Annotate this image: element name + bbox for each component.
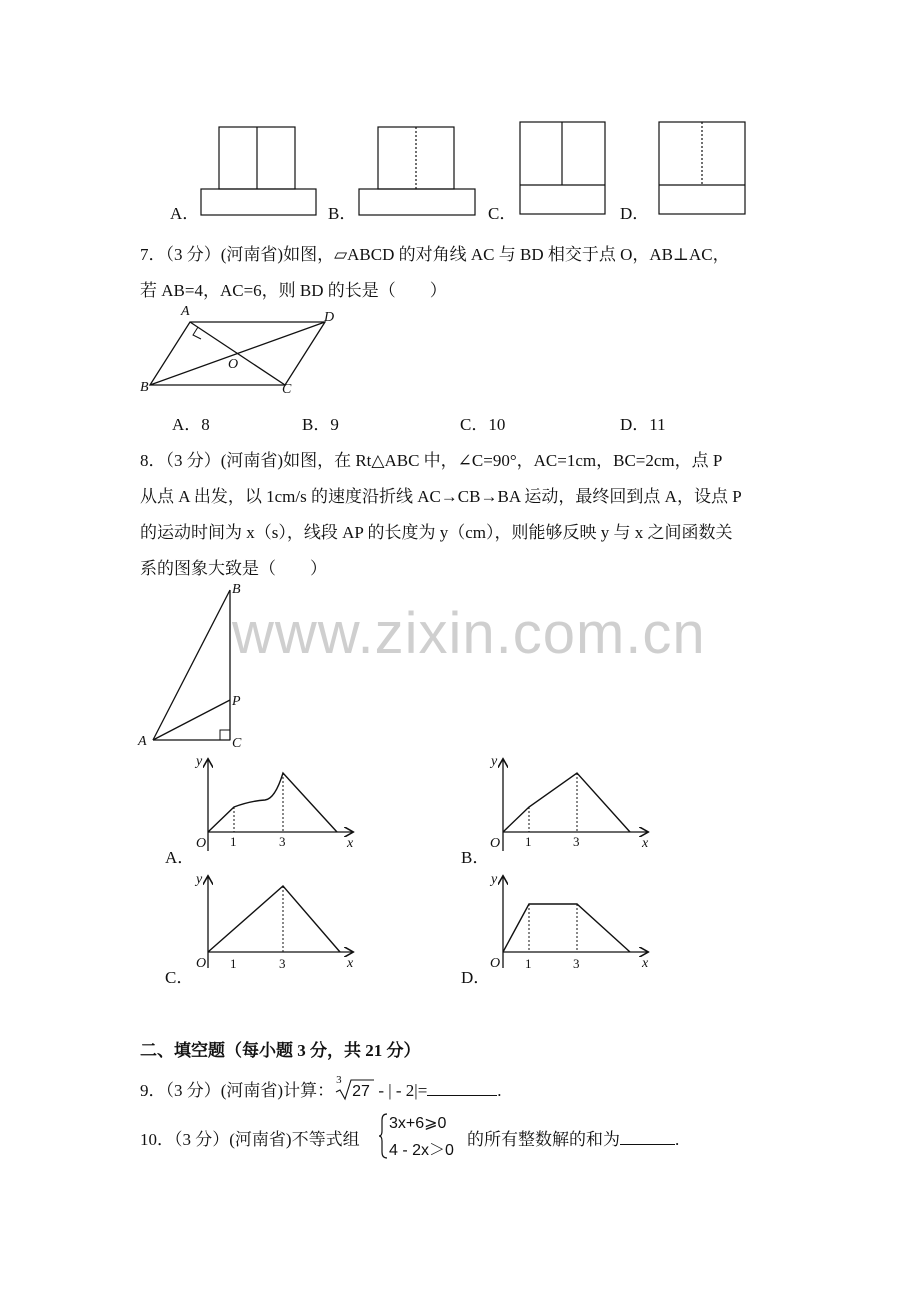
q8-graph-a <box>190 755 365 855</box>
q8-option-d[interactable]: D． <box>461 968 491 987</box>
q7-point-a: A <box>181 304 190 319</box>
graph-c-tick3: 3 <box>279 956 286 971</box>
left-brace-icon <box>379 1112 389 1160</box>
q8-point-a: A <box>138 734 147 749</box>
q7-option-b[interactable]: B．9 <box>302 415 339 434</box>
q6-option-a[interactable]: A． <box>170 204 200 223</box>
q6-figure-c <box>520 122 605 214</box>
q7-stem-line1: 7．（3 分）(河南省)如图，▱ABCD 的对角线 AC 与 BD 相交于点 O，AB⊥AC， <box>140 245 730 264</box>
q9-prefix: 9．（3 分）(河南省)计算： <box>140 1081 335 1100</box>
q6-option-d[interactable]: D． <box>620 204 650 223</box>
graph-d-x-label: x <box>642 956 649 971</box>
graph-b-y-label: y <box>491 754 498 769</box>
q10-inequality-1: 3x+6⩾0 <box>389 1115 447 1132</box>
graph-a-y-label: y <box>196 754 203 769</box>
q9-stem <box>140 1076 502 1101</box>
q8-stem-line2: 从点 A 出发，以 1cm/s 的速度沿折线 AC→CB→BA 运动，最终回到点 A，设点 P <box>140 487 742 506</box>
q7-point-c: C <box>282 382 292 397</box>
graph-a-origin: O <box>196 836 207 851</box>
q8-point-c: C <box>232 736 242 751</box>
q9-answer-blank[interactable] <box>427 1081 497 1096</box>
q7-option-d[interactable]: D．11 <box>620 415 666 434</box>
q10-inequality-2: 4 - 2x＞0 <box>389 1142 454 1159</box>
graph-c-x-label: x <box>347 956 354 971</box>
q9-end: . <box>497 1081 502 1100</box>
q10-end: . <box>675 1130 680 1149</box>
q8-option-b[interactable]: B． <box>461 848 490 867</box>
q9-cube-root <box>334 1074 374 1101</box>
q8-point-b: B <box>232 582 241 597</box>
q6-figure-d <box>659 122 745 214</box>
q6-figures <box>195 120 755 220</box>
q8-point-p: P <box>232 694 241 709</box>
q7-parallelogram-figure <box>135 305 355 400</box>
q8-stem-line4: 系的图象大致是（ ） <box>140 559 327 578</box>
q7-point-o: O <box>228 357 239 372</box>
graph-b-x-label: x <box>642 836 649 851</box>
graph-c-origin: O <box>196 956 207 971</box>
graph-c-y-label: y <box>196 872 203 887</box>
q10-suffix: 的所有整数解的和为 <box>467 1130 620 1149</box>
graph-d-y-label: y <box>491 872 498 887</box>
q10-suffix-line <box>467 1125 679 1150</box>
graph-b-tick1: 1 <box>525 834 532 849</box>
q7-option-a[interactable]: A．8 <box>172 415 210 434</box>
q7-stem-line2: 若 AB=4，AC=6，则 BD 的长是（ ） <box>140 281 447 300</box>
q8-graph-c <box>190 872 365 972</box>
graph-b-origin: O <box>490 836 501 851</box>
q8-option-a[interactable]: A． <box>165 848 195 867</box>
graph-d-tick1: 1 <box>525 956 532 971</box>
q7-point-b: B <box>140 380 149 395</box>
q8-stem-line1: 8．（3 分）(河南省)如图，在 Rt△ABC 中，∠C=90°，AC=1cm，BC=2cm，点 P <box>140 451 723 470</box>
q6-option-c[interactable]: C． <box>488 204 517 223</box>
q7-point-d: D <box>324 310 335 325</box>
q9-root-index: 3 <box>336 1074 342 1086</box>
q9-rest: - | - 2|= <box>374 1081 428 1100</box>
graph-a-x-label: x <box>347 836 354 851</box>
watermark: www.zixin.com.cn <box>232 601 706 666</box>
graph-b-tick3: 3 <box>573 834 580 849</box>
graph-d-tick3: 3 <box>573 956 580 971</box>
q9-radicand: 27 <box>352 1083 370 1100</box>
q8-stem-line3: 的运动时间为 x（s），线段 AP 的长度为 y（cm），则能够反映 y 与 x 之间函数关 <box>140 523 733 542</box>
q8-triangle-figure <box>140 580 260 750</box>
q6-option-b[interactable]: B． <box>328 204 357 223</box>
graph-c-tick1: 1 <box>230 956 237 971</box>
q10-prefix: 10．（3 分）(河南省)不等式组 <box>140 1130 360 1149</box>
q7-option-c[interactable]: C．10 <box>460 415 506 434</box>
graph-a-tick1: 1 <box>230 834 237 849</box>
q8-option-c[interactable]: C． <box>165 968 194 987</box>
section-fill-in-title: 二、填空题（每小题 3 分，共 21 分） <box>140 1041 421 1060</box>
graph-d-origin: O <box>490 956 501 971</box>
graph-a-tick3: 3 <box>279 834 286 849</box>
q10-inequality-system <box>379 1112 479 1160</box>
q6-figure-b <box>359 127 475 215</box>
q10-answer-blank[interactable] <box>620 1130 675 1145</box>
q6-figure-a <box>201 127 316 215</box>
